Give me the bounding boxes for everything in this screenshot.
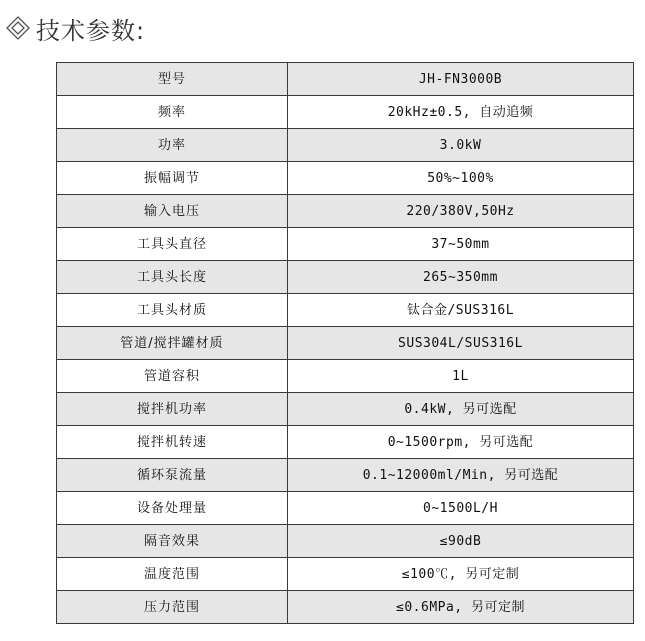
spec-value: 265~350mm (288, 261, 634, 294)
spec-row (57, 129, 634, 162)
spec-label: 搅拌机转速 (57, 426, 288, 459)
spec-label: 管道容积 (57, 360, 288, 393)
spec-label: 搅拌机功率 (57, 393, 288, 426)
spec-row (57, 591, 634, 624)
spec-row (57, 360, 634, 393)
spec-label: 隔音效果 (57, 525, 288, 558)
spec-label: 工具头材质 (57, 294, 288, 327)
spec-value: 3.0kW (288, 129, 634, 162)
spec-row (57, 96, 634, 129)
spec-value: 0~1500L/H (288, 492, 634, 525)
spec-label: 温度范围 (57, 558, 288, 591)
spec-row (57, 459, 634, 492)
spec-label: 频率 (57, 96, 288, 129)
spec-value: ≤90dB (288, 525, 634, 558)
spec-row (57, 63, 634, 96)
spec-table-body (57, 63, 634, 624)
spec-label: 管道/搅拌罐材质 (57, 327, 288, 360)
spec-row (57, 426, 634, 459)
section-title: 技术参数: (36, 16, 146, 45)
spec-value: 0.4kW, 另可选配 (288, 393, 634, 426)
spec-label: 功率 (57, 129, 288, 162)
spec-label: 设备处理量 (57, 492, 288, 525)
spec-value: ≤0.6MPa, 另可定制 (288, 591, 634, 624)
spec-value: 钛合金/SUS316L (288, 294, 634, 327)
spec-label: 压力范围 (57, 591, 288, 624)
spec-value: SUS304L/SUS316L (288, 327, 634, 360)
spec-row (57, 261, 634, 294)
spec-label: 输入电压 (57, 195, 288, 228)
spec-row (57, 327, 634, 360)
spec-row (57, 525, 634, 558)
spec-label: 振幅调节 (57, 162, 288, 195)
spec-value: ≤100℃, 另可定制 (288, 558, 634, 591)
diamond-outline-icon (6, 16, 30, 40)
spec-label: 工具头长度 (57, 261, 288, 294)
spec-row (57, 228, 634, 261)
spec-value: 50%~100% (288, 162, 634, 195)
spec-row (57, 294, 634, 327)
spec-value: 37~50mm (288, 228, 634, 261)
spec-value: 1L (288, 360, 634, 393)
technical-parameters-table (56, 62, 634, 624)
spec-label: 型号 (57, 63, 288, 96)
spec-value: 0~1500rpm, 另可选配 (288, 426, 634, 459)
spec-row (57, 393, 634, 426)
spec-value: 20kHz±0.5, 自动追频 (288, 96, 634, 129)
spec-row (57, 162, 634, 195)
spec-label: 工具头直径 (57, 228, 288, 261)
spec-value: 220/380V,50Hz (288, 195, 634, 228)
spec-row (57, 492, 634, 525)
spec-row (57, 558, 634, 591)
spec-row (57, 195, 634, 228)
spec-value: JH-FN3000B (288, 63, 634, 96)
section-heading (6, 10, 145, 46)
spec-label: 循环泵流量 (57, 459, 288, 492)
spec-value: 0.1~12000ml/Min, 另可选配 (288, 459, 634, 492)
